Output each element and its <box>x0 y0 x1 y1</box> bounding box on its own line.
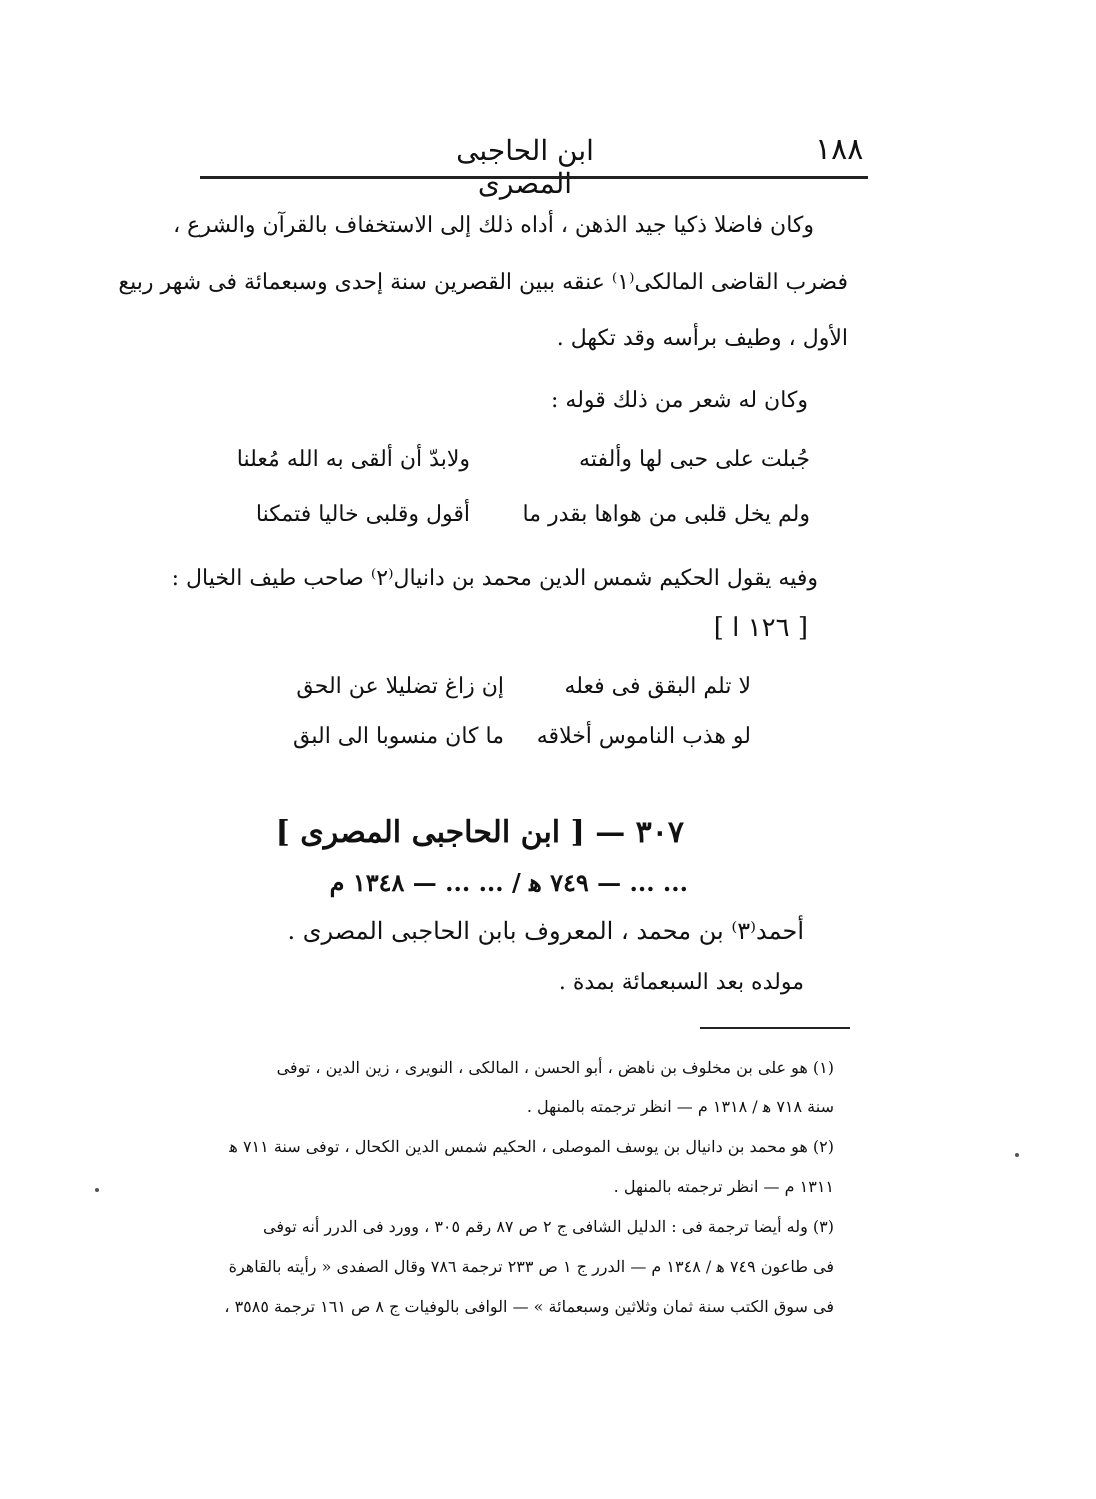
header-rule <box>200 176 868 179</box>
verse-intro: وفيه يقول الحكيم شمس الدين محمد بن دانيال⁽٢⁾ صاحب طيف الخيال : <box>171 566 818 591</box>
footnote-separator <box>700 1027 850 1029</box>
body-line: وكان فاضلا ذكيا جيد الذهن ، أداه ذلك إلى الاستخفاف بالقرآن والشرع ، <box>173 213 814 238</box>
running-title: ابن الحاجبى المصرى <box>456 134 594 200</box>
folio-reference: [ ١٢٦ ا ] <box>713 613 808 643</box>
footnote-line: فى طاعون ٧٤٩ ﻫ / ١٣٤٨ م — الدرر ج ١ ص ٢٣٣ ترجمة ٧٨٦ وقال الصفدى « رأيته بالقاهرة <box>228 1257 834 1276</box>
entry-dates: ... ... — ٧٤٩ ﻫ / ... ... — ١٣٤٨ م <box>329 868 688 897</box>
footnote-line: (٣) وله أيضا ترجمة فى : الدليل الشافى ج ٢ ص ٨٧ رقم ٣٠٥ ، وورد فى الدرر أنه توفى <box>263 1217 834 1236</box>
verse-hemistich: إن زاغ تضليلا عن الحق <box>296 674 504 699</box>
footnote-line: سنة ٧١٨ ﻫ / ١٣١٨ م — انظر ترجمته بالمنهل . <box>526 1097 834 1116</box>
footnote-line: (١) هو على بن مخلوف بن ناهض ، أبو الحسن ، المالكى ، النويرى ، زين الدين ، توفى <box>276 1058 834 1077</box>
page-number: ١٨٨ <box>815 132 864 167</box>
verse-hemistich: ولم يخل قلبى من هواها بقدر ما <box>522 502 810 527</box>
verse-hemistich: لا تلم البقق فى فعله <box>564 674 751 699</box>
body-line: فضرب القاضى المالكى⁽١⁾ عنقه ببين القصرين سنة إحدى وسبعمائة فى شهر ربيع <box>118 270 848 295</box>
entry-name-line: أحمد⁽٣⁾ بن محمد ، المعروف بابن الحاجبى المصرى . <box>287 917 804 945</box>
entry-birth-line: مولده بعد السبعمائة بمدة . <box>558 970 804 995</box>
verse-hemistich: أقول وقلبى خاليا فتمكنا <box>255 502 470 527</box>
body-line: الأول ، وطيف برأسه وقد تكهل . <box>556 326 848 351</box>
body-line: وكان له شعر من ذلك قوله : <box>551 388 808 413</box>
verse-hemistich: جُبلت على حبى لها وألفته <box>579 447 810 472</box>
entry-heading: ٣٠٧ — [ ابن الحاجبى المصرى ] <box>275 815 684 850</box>
scan-speck <box>1015 1153 1019 1157</box>
verse-hemistich: ولابدّ أن ألقى به الله مُعلنا <box>236 447 470 472</box>
verse-hemistich: ما كان منسوبا الى البق <box>293 724 504 749</box>
footnote-line: فى سوق الكتب سنة ثمان وثلاثين وسبعمائة » — الوافى بالوفيات ج ٨ ص ١٦١ ترجمة ٣٥٨٥ ، <box>224 1297 834 1316</box>
scan-speck <box>95 1188 99 1192</box>
footnote-line: (٢) هو محمد بن دانيال بن يوسف الموصلى ، الحكيم شمس الدين الكحال ، توفى سنة ٧١١ ﻫ <box>229 1137 834 1156</box>
footnote-line: ١٣١١ م — انظر ترجمته بالمنهل . <box>613 1177 834 1196</box>
verse-hemistich: لو هذب الناموس أخلاقه <box>536 724 751 749</box>
